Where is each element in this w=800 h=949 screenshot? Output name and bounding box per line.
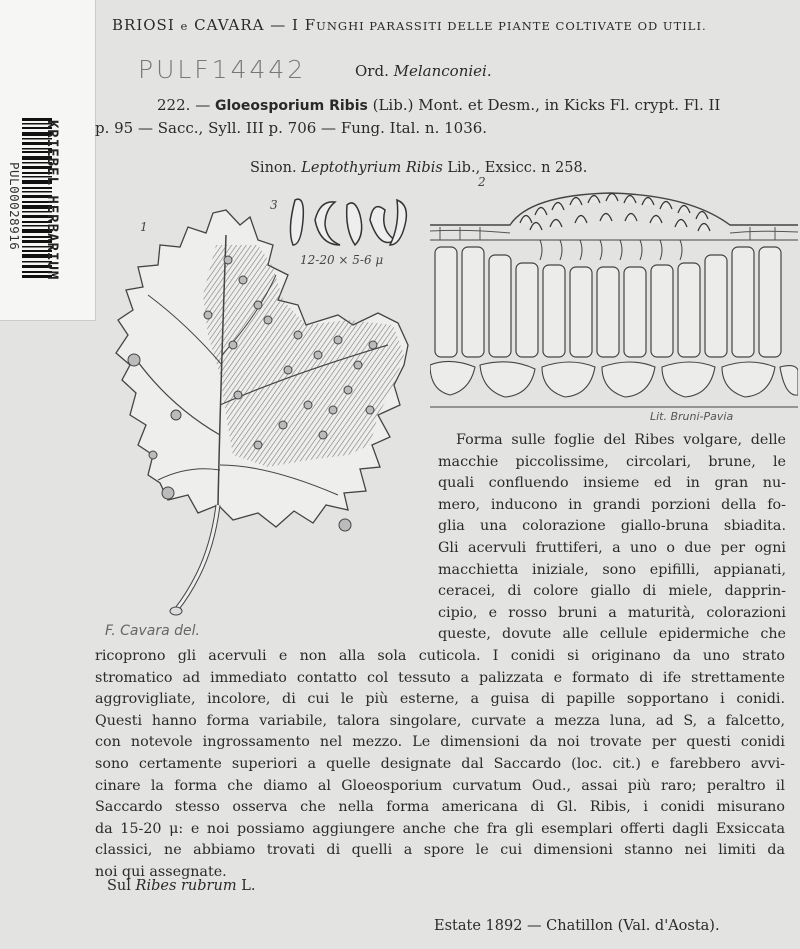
spore-illustration [285,190,415,255]
order-name: Melanconiei. [393,62,492,80]
body-line: Questi hanno forma variabile, talora singolare, curvate a mezza luna, ad S, a falcetto, [95,712,785,729]
body-line: aggrovigliate, incolore, di cui le più esterne, a guisa di papille sopportano i conidi. [95,691,785,708]
body-right-line: ceracei, di colore giallo di miele, dapprin- [438,583,786,600]
locality-line: Estate 1892 — Chatillon (Val. d'Aosta). [434,918,720,934]
description-full-width [95,646,785,884]
entry-number: 222. [157,96,191,114]
synonym-line [250,160,587,176]
figure-1-number: 1 [140,220,148,234]
order-line [355,62,492,80]
body-line: noi qui assegnate. [95,863,227,880]
body-right-line: mero, inducono in grandi porzioni della fo- [438,496,786,513]
header-author-1: BRIOSI [112,16,175,34]
body-right-line: glia una colorazione giallo-bruna sbiadita. [438,518,786,535]
body-right-line: macchie piccolissime, circolari, brune, le [438,453,786,470]
synonym-name: Leptothyrium Ribis [301,160,443,176]
herbarium-label [0,0,96,321]
body-line: da 15-20 μ: e noi possiamo aggiungere anche che fra gli esemplari offerti dagli Exsiccata [95,820,785,837]
host-line [107,878,255,894]
handwritten-accession: PULF14442 [138,55,307,84]
body-line: Saccardo stesso osserva che nella forma americana di Gl. Ribis, i conidi misurano [95,799,785,816]
host-prefix: Sul [107,878,131,894]
artist-signature-left: F. Cavara del. [105,623,200,639]
entry-line-1 [157,96,720,114]
header-conj: e [180,19,189,33]
cross-section-illustration [430,185,798,417]
body-line: cinare la forma che diamo al Gloeosporium curvatum Oud., assai più raro; peraltro il [95,777,785,794]
synonym-citation: Lib., Exsicc. n 258. [447,160,588,176]
body-line: sono certamente superiori a quelle designate dal Saccardo (loc. cit.) e farebbero avvi- [95,755,785,772]
header-series-rest: UNGHI PARASSITI DELLE PIANTE COLTIVATE OD UTILI. [316,19,707,33]
order-prefix: Ord. [355,62,389,80]
body-line: con notevole ingrossamento nel mezzo. Le dimensioni da noi trovate per questi conidi [95,734,785,751]
entry-dash: — [195,96,211,114]
body-right-line: Gli acervuli fruttiferi, a uno o due per ogni [438,539,786,556]
header-dash: — [270,16,287,34]
description-column [438,430,786,646]
body-right-line: queste, dovute alle cellule epidermiche che [438,626,786,643]
figure-2-number: 2 [478,175,486,189]
species-name: Gloeosporium Ribis [214,98,368,114]
entry-line-2: p. 95 — Sacc., Syll. III p. 706 — Fung. Ital. n. 1036. [95,119,488,137]
entry-citation: (Lib.) Mont. et Desm., in Kicks Fl. crypt. Fl. II [372,96,721,114]
header-author-2: CAVARA [194,16,265,34]
host-suffix: L. [241,878,256,894]
header-series-initial: I F [292,16,317,34]
synonym-prefix: Sinon. [250,160,297,176]
spore-scale: 12-20 × 5-6 μ [300,253,384,267]
body-right-line: macchietta iniziale, sono epifilli, appianati, [438,561,786,578]
leaf-illustration [108,205,420,625]
body-right-line: Forma sulle foglie del Ribes volgare, delle [456,432,786,448]
catalog-number: PUL00028916 [7,162,22,251]
host-name: Ribes rubrum [135,878,237,894]
body-line: ricoprono gli acervuli e non alla sola cuticola. I conidi si originano da uno strato [95,648,785,664]
body-right-line: cipio, e rosso bruni a maturità, colorazioni [438,604,786,621]
body-line: stromatico ad immediato contatto col tessuto a palizzata e formato di ife strettamente [95,669,785,686]
figure-3-number: 3 [270,198,278,212]
page-header [112,16,707,34]
body-right-line: quali confluendo insieme ed in gran nu- [438,475,786,492]
body-line: classici, ne abbiamo trovati di quelli a spore le cui dimensioni stanno nei limiti da [95,842,785,859]
lithographer-signature: Lit. Bruni-Pavia [650,410,734,423]
herbarium-name: KRIEBEL HERBARIUM [44,120,60,281]
